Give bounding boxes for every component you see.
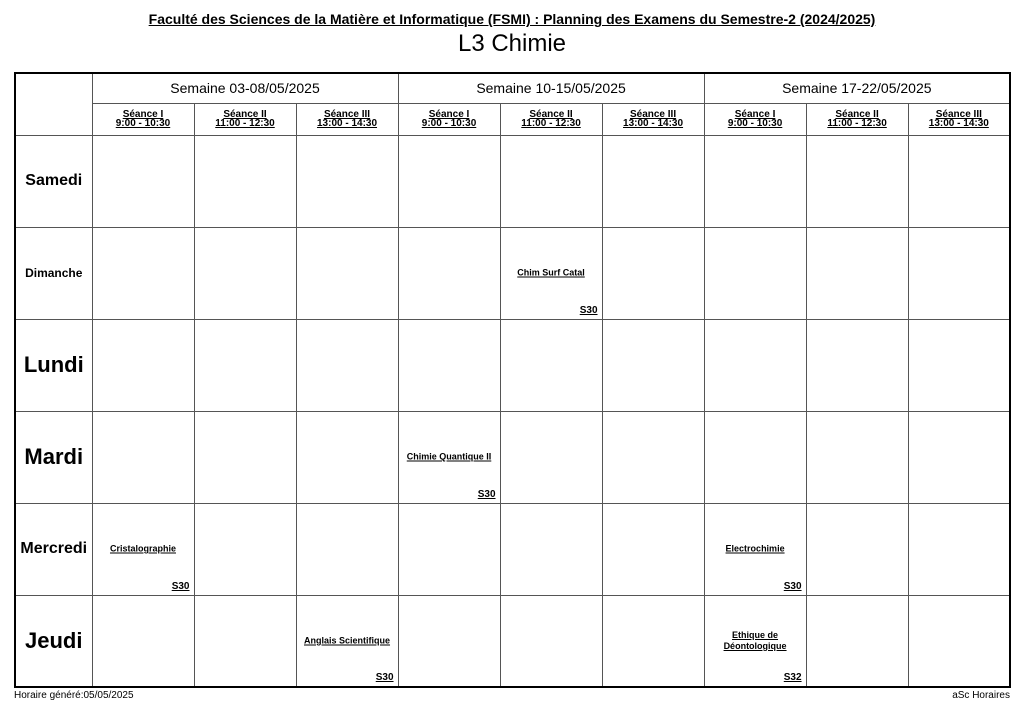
exam-schedule-table — [14, 72, 1011, 688]
week-header: Semaine 17-22/05/2025 — [704, 73, 1010, 103]
slot-cell — [908, 503, 1010, 595]
slot-cell — [908, 411, 1010, 503]
slot-cell — [602, 595, 704, 687]
exam-cell[interactable] — [296, 595, 398, 687]
day-row-dimanche — [15, 227, 1010, 319]
slot-cell — [500, 503, 602, 595]
slot-cell — [602, 503, 704, 595]
exam-subject: Anglais Scientifique — [304, 635, 391, 646]
exam-cell[interactable] — [398, 411, 500, 503]
seance-time: 9:00 - 10:30 — [115, 118, 171, 129]
slot-cell — [704, 411, 806, 503]
slot-cell — [908, 227, 1010, 319]
slot-cell — [806, 227, 908, 319]
exam-room: S30 — [477, 488, 496, 500]
seance-name: Séance III — [629, 109, 677, 120]
exam-subject: Chim Surf Catal — [517, 267, 585, 278]
day-row-lundi — [15, 319, 1010, 411]
seance-name: Séance I — [428, 109, 470, 120]
seance-time: 13:00 - 14:30 — [623, 118, 684, 129]
seance-header — [806, 103, 908, 135]
slot-cell — [92, 411, 194, 503]
slot-cell — [806, 135, 908, 227]
seance-time: 11:00 - 12:30 — [215, 118, 275, 129]
slot-cell — [602, 319, 704, 411]
exam-room: S30 — [171, 580, 190, 592]
seance-header — [194, 103, 296, 135]
exam-cell[interactable] — [704, 595, 806, 687]
exam-cell[interactable] — [704, 503, 806, 595]
seance-header — [92, 103, 194, 135]
slot-cell — [704, 135, 806, 227]
seance-header — [398, 103, 500, 135]
day-label: Dimanche — [15, 227, 92, 319]
seance-name: Séance I — [734, 109, 776, 120]
slot-cell — [908, 135, 1010, 227]
slot-cell — [602, 227, 704, 319]
week-header: Semaine 03-08/05/2025 — [92, 73, 398, 103]
day-label: Jeudi — [15, 595, 92, 687]
seance-time: 11:00 - 12:30 — [827, 118, 887, 129]
slot-cell — [908, 319, 1010, 411]
seance-header — [908, 103, 1010, 135]
slot-cell — [704, 227, 806, 319]
slot-cell — [194, 319, 296, 411]
exam-room: S30 — [579, 304, 598, 316]
day-row-jeudi — [15, 595, 1010, 687]
slot-cell — [92, 135, 194, 227]
seance-header — [500, 103, 602, 135]
day-row-mercredi — [15, 503, 1010, 595]
slot-cell — [296, 227, 398, 319]
exam-cell[interactable] — [500, 227, 602, 319]
slot-cell — [398, 595, 500, 687]
seance-header — [296, 103, 398, 135]
slot-cell — [500, 411, 602, 503]
slot-cell — [806, 503, 908, 595]
seance-time: 9:00 - 10:30 — [727, 118, 783, 129]
slot-cell — [806, 319, 908, 411]
exam-room: S30 — [375, 672, 394, 683]
exam-subject: Cristalographie — [109, 543, 176, 554]
slot-cell — [92, 227, 194, 319]
seance-time: 11:00 - 12:30 — [521, 118, 581, 129]
slot-cell — [194, 411, 296, 503]
day-label: Lundi — [15, 319, 92, 411]
day-label: Mercredi — [15, 503, 92, 595]
seance-name: Séance II — [223, 109, 267, 120]
slot-cell — [398, 227, 500, 319]
slot-cell — [194, 503, 296, 595]
seance-name: Séance I — [122, 109, 164, 120]
generated-date: Horaire généré:05/05/2025 — [14, 690, 134, 701]
exam-subject: Electrochimie — [725, 543, 785, 554]
exam-room: S32 — [783, 672, 802, 683]
page-title: Faculté des Sciences de la Matière et Informatique (FSMI) : Planning des Examens du Semestre-2 (2024/2025) — [148, 11, 876, 27]
week-header: Semaine 10-15/05/2025 — [398, 73, 704, 103]
seance-time: 13:00 - 14:30 — [316, 118, 378, 129]
slot-cell — [602, 411, 704, 503]
slot-cell — [194, 227, 296, 319]
day-label: Samedi — [15, 135, 92, 227]
slot-cell — [704, 319, 806, 411]
software-credit: aSc Horaires — [952, 690, 1010, 701]
slot-cell — [296, 411, 398, 503]
seance-time: 13:00 - 14:30 — [928, 118, 989, 129]
exam-subject: Ethique de Déontologique — [723, 629, 787, 651]
seance-time: 9:00 - 10:30 — [421, 118, 477, 129]
slot-cell — [806, 411, 908, 503]
seance-name: Séance III — [323, 109, 371, 120]
seance-header — [602, 103, 704, 135]
slot-cell — [92, 319, 194, 411]
day-label: Mardi — [15, 411, 92, 503]
class-title: L3 Chimie — [457, 30, 567, 57]
slot-cell — [398, 135, 500, 227]
day-row-mardi — [15, 411, 1010, 503]
slot-cell — [296, 135, 398, 227]
slot-cell — [806, 595, 908, 687]
slot-cell — [908, 595, 1010, 687]
day-row-samedi — [15, 135, 1010, 227]
slot-cell — [500, 319, 602, 411]
slot-cell — [194, 135, 296, 227]
seance-name: Séance II — [835, 109, 879, 120]
exam-cell[interactable] — [92, 503, 194, 595]
seance-name: Séance III — [935, 109, 982, 120]
slot-cell — [92, 595, 194, 687]
slot-cell — [500, 135, 602, 227]
slot-cell — [398, 319, 500, 411]
seance-header — [704, 103, 806, 135]
corner-cell — [15, 73, 92, 135]
exam-subject: Chimie Quantique II — [406, 451, 492, 462]
slot-cell — [500, 595, 602, 687]
slot-cell — [194, 595, 296, 687]
slot-cell — [296, 503, 398, 595]
slot-cell — [398, 503, 500, 595]
slot-cell — [602, 135, 704, 227]
slot-cell — [296, 319, 398, 411]
seance-name: Séance II — [529, 109, 573, 120]
exam-room: S30 — [783, 580, 802, 592]
